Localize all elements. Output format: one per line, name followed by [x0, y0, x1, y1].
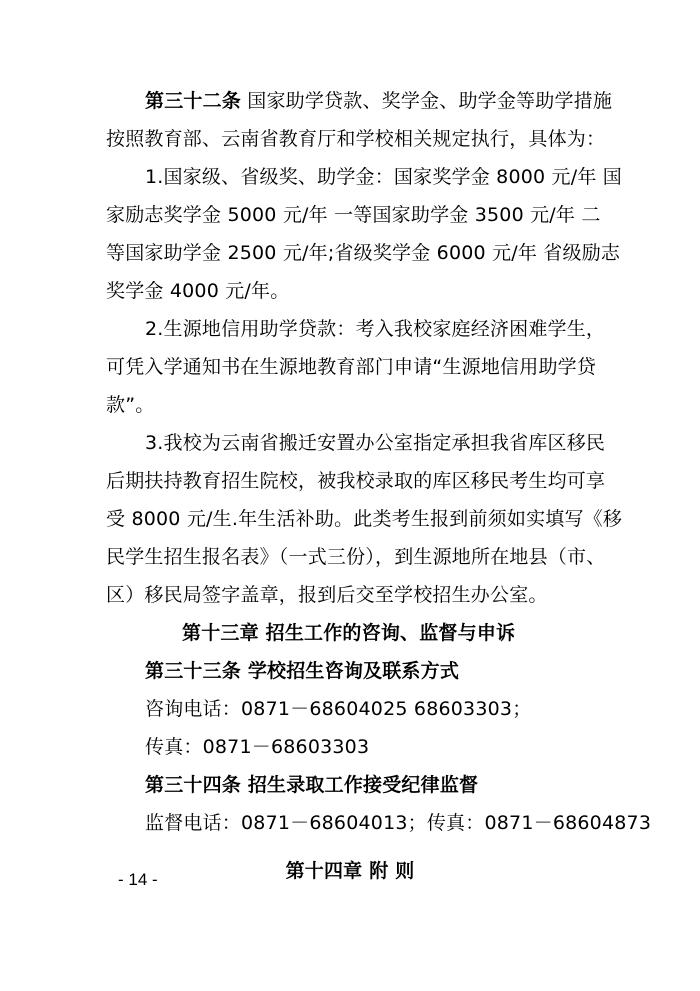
- paragraph-line: 款”。: [106, 394, 155, 416]
- article-32-line: [145, 88, 612, 114]
- paragraph-line: 受 8000 元/生.年生活补助。此类考生报到前须如实填写《移: [106, 508, 623, 530]
- paragraph-line: 后期扶持教育招生院校，被我校录取的库区移民考生均可享: [106, 470, 606, 492]
- paragraph-line: 民学生招生报名表》（一式三份），到生源地所在地县（市、: [106, 546, 606, 568]
- item-1-line: 1.国家级、省级奖、助学金：国家奖学金 8000 元/年 国: [145, 166, 623, 188]
- supervision-phone-line: 监督电话：0871－68604013；传真：0871－68604873: [145, 812, 652, 834]
- paragraph-line: 按照教育部、云南省教育厅和学校相关规定执行，具体为：: [106, 128, 606, 150]
- fax-line: 传真：0871－68603303: [145, 736, 370, 758]
- paragraph-line: 家励志奖学金 5000 元/年 一等国家助学金 3500 元/年 二: [106, 204, 601, 226]
- article-32-text: 国家助学贷款、奖学金、助学金等助学措施: [241, 90, 613, 112]
- item-2-line: 2.生源地信用助学贷款：考入我校家庭经济困难学生，: [145, 318, 606, 340]
- article-32-heading: 第三十二条: [145, 90, 242, 112]
- consult-phone-line: 咨询电话：0871－68604025 68603303；: [145, 698, 532, 720]
- item-3-line: 3.我校为云南省搬迁安置办公室指定承担我省库区移民: [145, 432, 606, 454]
- paragraph-line: 可凭入学通知书在生源地教育部门申请“生源地信用助学贷: [106, 356, 597, 378]
- paragraph-line: 奖学金 4000 元/年。: [106, 280, 290, 302]
- chapter-14-heading: 第十四章 附 则: [285, 860, 415, 882]
- paragraph-line: 等国家助学金 2500 元/年;省级奖学金 6000 元/年 省级励志: [106, 242, 621, 264]
- paragraph-line: 区）移民局签字盖章，报到后交至学校招生办公室。: [106, 584, 548, 606]
- chapter-13-heading: 第十三章 招生工作的咨询、监督与申诉: [182, 622, 516, 644]
- page-number: - 14 -: [118, 870, 158, 889]
- article-34-heading: 第三十四条 招生录取工作接受纪律监督: [145, 774, 479, 796]
- article-33-heading: 第三十三条 学校招生咨询及联系方式: [145, 660, 460, 682]
